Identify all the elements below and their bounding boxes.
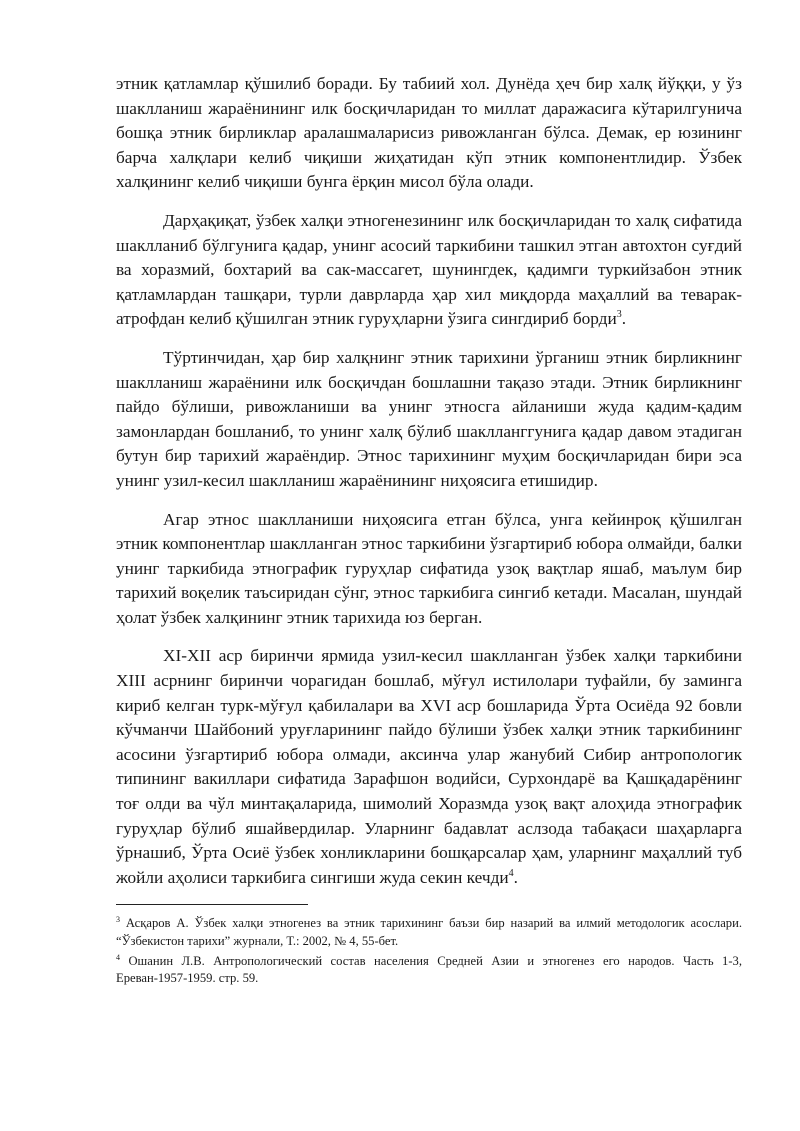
- document-page: [116, 72, 742, 990]
- footnote-number: 4: [116, 952, 120, 962]
- footnote-4: $^4$ Ошанин Л.В. Антропологический состав населения Средней Азии и этногенез его народов. Часть 1-3, Ереван-1957-1959. стр. 59.: [116, 952, 742, 986]
- footnote-separator: [116, 904, 308, 905]
- paragraph-5: XI-XII аср биринчи ярмида узил-кесил шаклланган ўзбек халқи таркибини XIII асрнинг биринчи чорагидан бошлаб, мўғул истилолари туфайли, бу заминга кириб келган турк-мўғул қабилалари ва XVI аср бошларида Ўрта Осиёда 92 бовли кўчманчи Шайбоний уруғларининг пайдо бўлиши ўзбек халқи этник таркибининг асосини ўзгартириб юбора олмади, аксинча улар жанубий Сибир антропологик типининг вакиллари сифатида Зарафшон водийси, Сурхондарё ва Қашқадарёнинг тоғ олди ва чўл минтақаларида, шимолий Хоразмда узоқ вақт алоҳида этнографик гуруҳлар бўлиб яшайвердилар. Уларнинг бадавлат аслзода табақаси шаҳарларга ўрнашиб, Ўрта Осиё ўзбек хонликларини бошқарсалар ҳам, уларнинг маҳаллий туб жойли аҳолиси таркибига сингиши жуда секин кечди$^4$.: [116, 646, 742, 887]
- paragraph-2: Дарҳақиқат, ўзбек халқи этногенезининг илк босқичларидан то халқ сифатида шаклланиб бўлгунига қадар, унинг асосий таркибини ташкил этган автохтон суғдий ва хоразмий, бохтарий ва сак-массагет, шунингдек, қадимги туркийзабон этник қатламлардан ташқари, турли даврларда ҳар хил миқдорда маҳаллий ва теварак-атрофдан келиб қўшилган этник гуруҳларни ўзига сингдириб борди$^3$.: [116, 210, 742, 329]
- paragraph-4: Агар этнос шаклланиши ниҳоясига етган бўлса, унга кейинроқ қўшилган этник компонентлар шаклланган этнос таркибини ўзгартириб юбора олмайди, балки унинг таркибида этнографик гуруҳлар сифатида узоқ вақтлар яшаб, маълум бир тарихий воқелик таъсиридан сўнг, этнос таркибига сингиб кетади. Масалан, шундай ҳолат ўзбек халқининг этник тарихида юз берган.: [116, 509, 742, 627]
- paragraph-1: этник қатламлар қўшилиб боради. Бу табиий хол. Дунёда ҳеч бир халқ йўққи, у ўз шаклланиш жараёнининг илк босқичларидан то миллат даражасига кўтарилгунича бошқа этник бирликлар аралашмаларисиз ривожланган бўлса. Демак, ер юзининг барча халқлари келиб чиқиши жиҳатидан кўп этник компонентлидир. Ўзбек халқининг келиб чиқиши бунга ёрқин мисол бўла олади.: [116, 74, 742, 192]
- footnote-ref-4[interactable]: 4: [508, 868, 514, 880]
- footnote-number: 3: [116, 915, 120, 925]
- footnote-ref-3[interactable]: 3: [616, 309, 622, 321]
- footnote-3: $^3$ Асқаров А. Ўзбек халқи этногенез ва этник тарихининг баъзи бир назарий ва илмий методологик асослари. “Ўзбекистон тарихи” журнали, Т.: 2002, № 4, 55-бет.: [116, 915, 742, 948]
- paragraph-3: Тўртинчидан, ҳар бир халқнинг этник тарихини ўрганиш этник бирликнинг шаклланиш жараёнини илк босқичдан бошлашни тақазо этади. Этник бирликнинг пайдо бўлиши, ривожланиши ва унинг этносга айланиши жуда қадим-қадим замонлардан бошланиб, то унинг халқ бўлиб шаклланггунига қадар давом этадиган бутун бир тарихий жараёндир. Этнос тарихининг муҳим босқичларидан бири эса унинг узил-кесил шаклланиш жараёнининг ниҳоясига етишидир.: [116, 347, 742, 490]
